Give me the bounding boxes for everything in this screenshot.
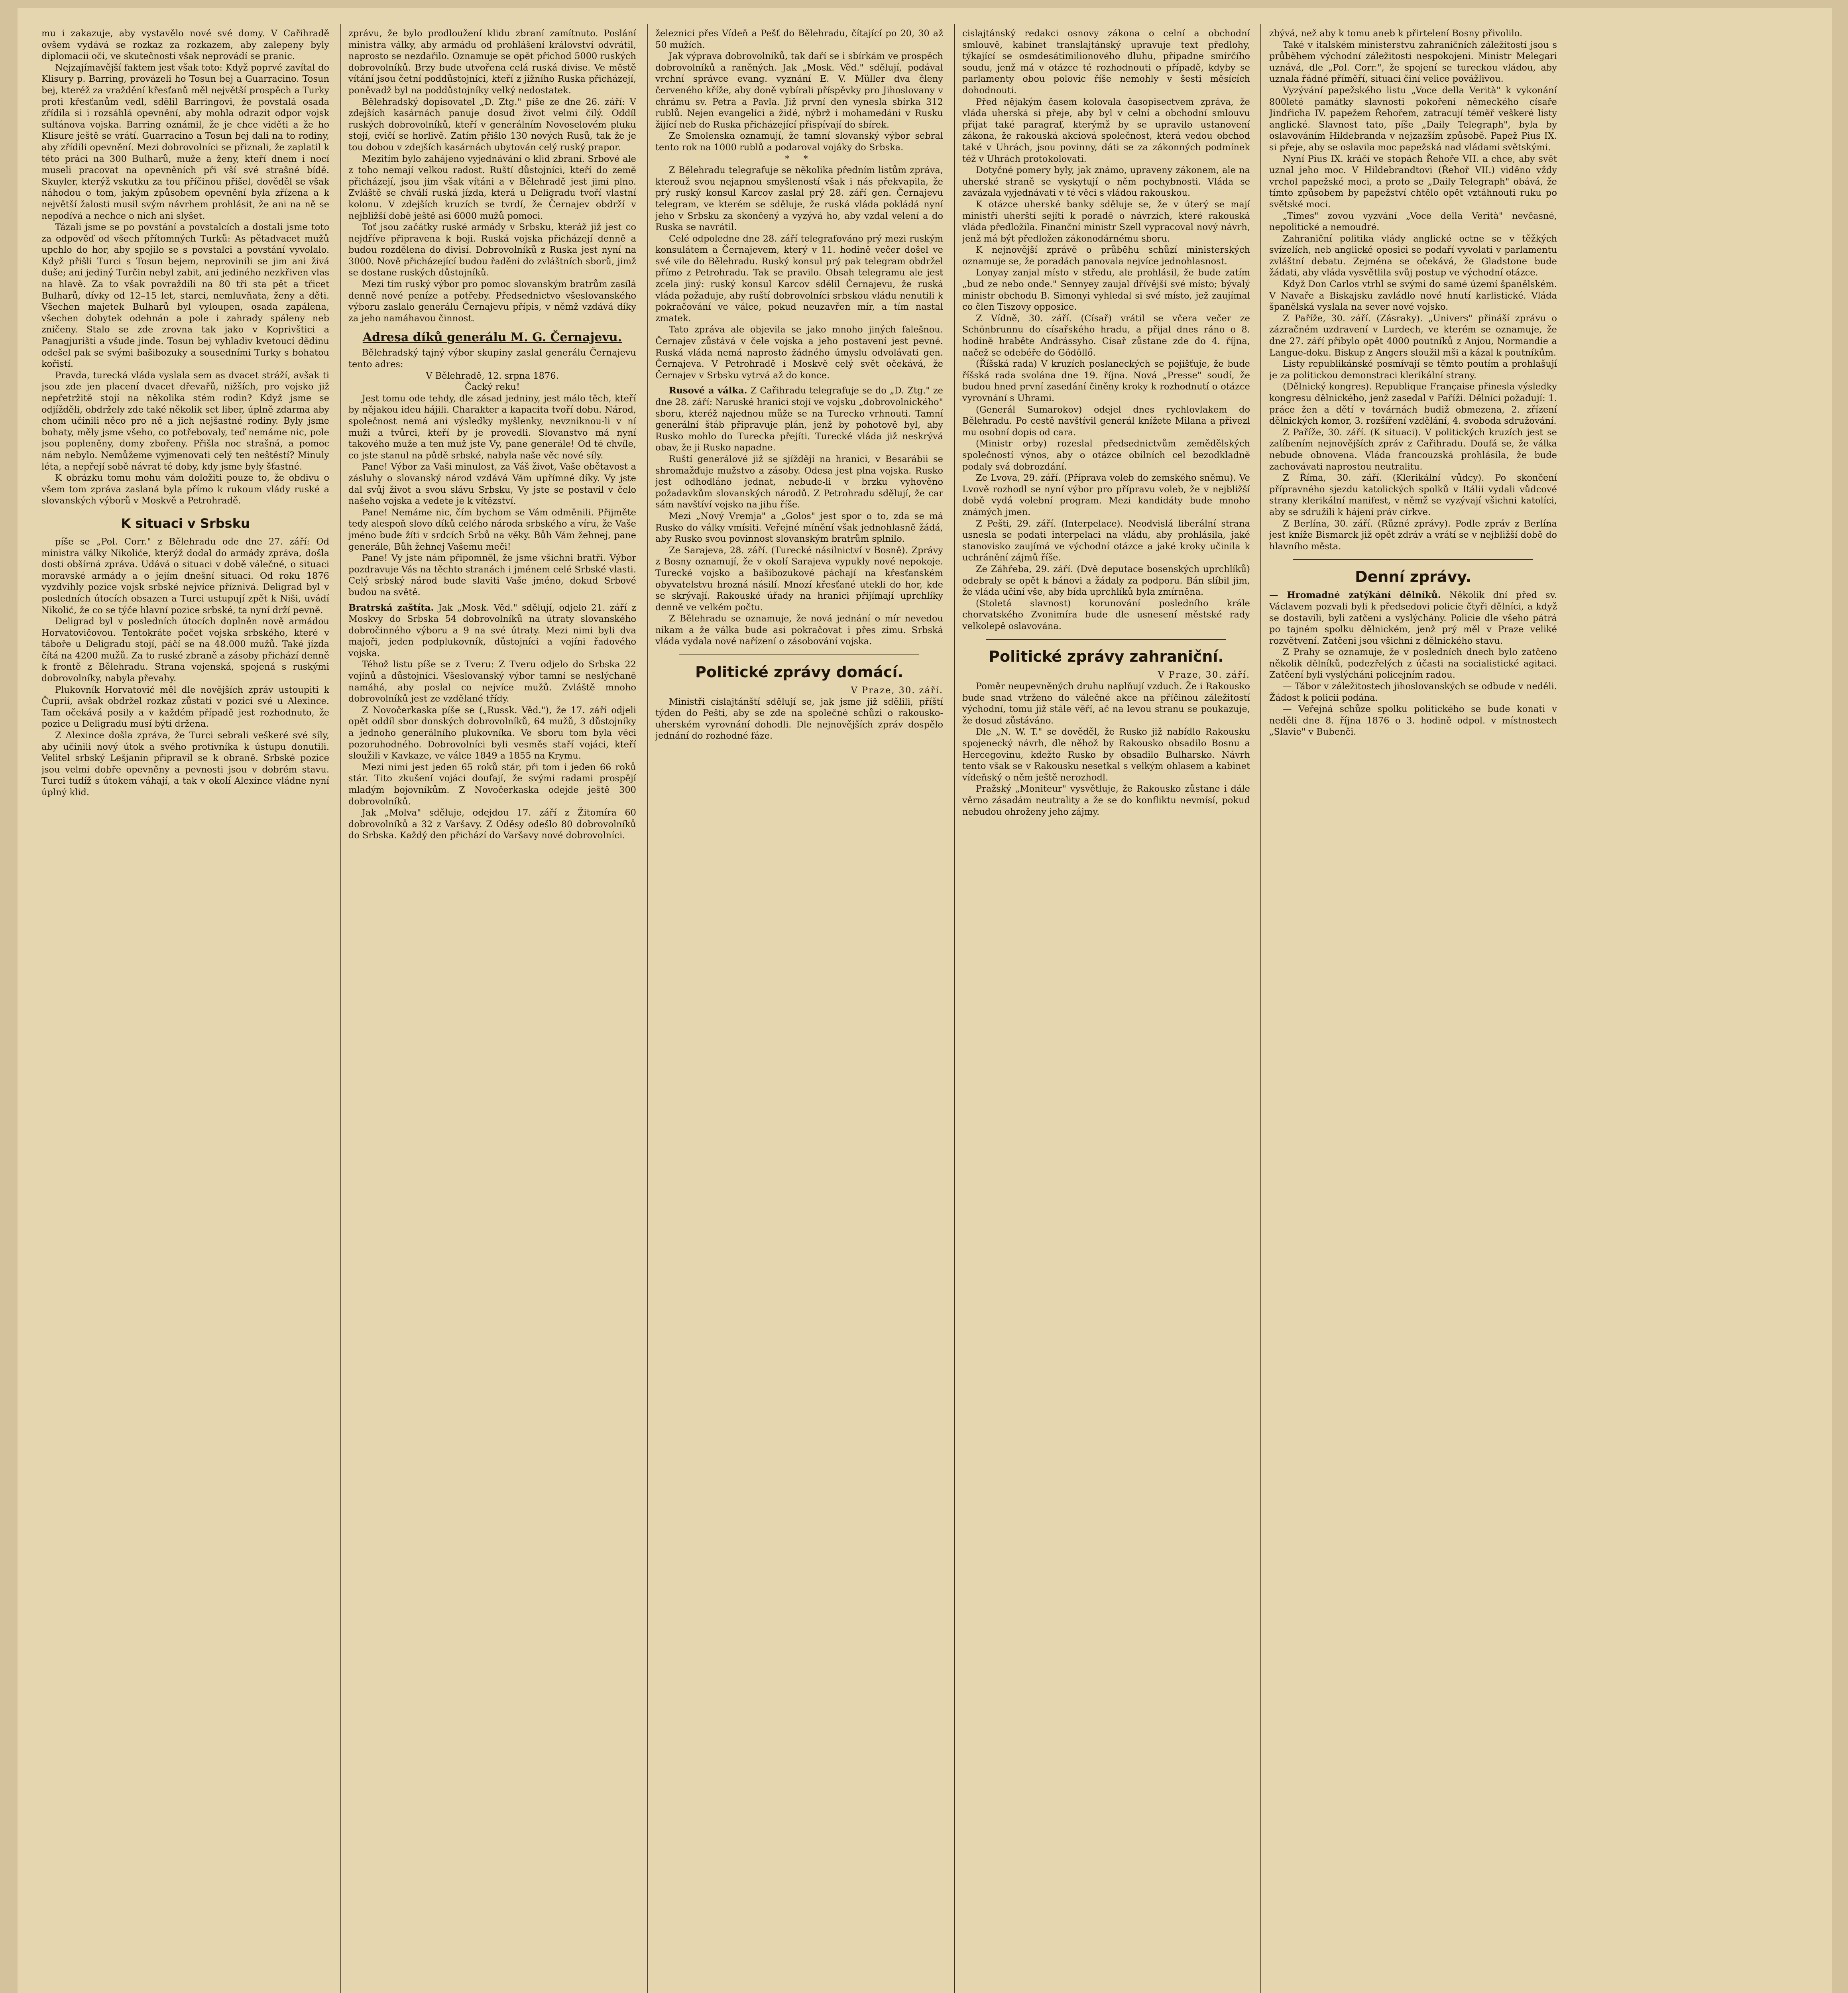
paragraph: Celé odpoledne dne 28. září telegrafováno prý mezi ruským konsulátem a Černajevem, který v 11. hodině večer došel ve své vile do Bělehradu. Ruský konsul prý pak telegram obdržel přímo z Petrohradu. Tak se pravilo. Obsah telegramu ale jest zcela jiný: ruský konsul Karcov sdělil Černajevu, že ruská vláda požaduje, aby ruští dobrovolníci srbskou vládu nenutili k pokračování ve válce, pokud neuzavřen mír, a tím nastal zmatek. bbox=[655, 233, 943, 324]
paragraph-text: Z Cařihradu telegrafuje se do „D. Ztg." ze dne 28. září: Naruské hranici stojí ve vojsku „dobrovolnického" sboru, kteréž najednou může se na Turecko vrhnouti. Tamní generální štáb připravuje plán, jenž by pohotově byl, aby Rusko mohlo do Turecka přejíti. Turecké vláda již neskrývá obav, že ji Rusko napadne. bbox=[655, 385, 943, 453]
paragraph: (Říšská rada) V kruzích poslaneckých se pojišťuje, že bude říšská rada svolána dne 19. října. Nová „Presse" soudí, že budou hned první zasedání činěny kroky k rozhodnutí o otázce vyrovnání s Uhrami. bbox=[962, 359, 1250, 403]
paragraph: Plukovník Horvatović měl dle novějších zpráv ustoupiti k Čuprii, avšak obdržel rozkaz zůstati v pozici své u Alexince. Tam očekává posily a v každém případě jest rozhodnuto, že pozice u Deligradu musí býti držena. bbox=[41, 684, 329, 729]
column-rule bbox=[647, 24, 648, 1993]
paragraph: Před nějakým časem kolovala časopisectvem zpráva, že vláda uherská si přeje, aby byl v celní a obchodní smlouvu přijat také paragraf, kterýmž by se upravilo ustanovení zákona, že rakouská akciová společnost, která vedou obchod také v Uhrách, jsou povinny, dáti se za zákonných podmínek též v Uhrách protokolovati. bbox=[962, 96, 1250, 164]
dateline: V Praze, 30. září. bbox=[851, 685, 943, 696]
paragraph: Nyní Pius IX. kráčí ve stopách Řehoře VII. a chce, aby svět uznal jeho moc. V Hildebrandtovi (Řehoř VII.) viděno vždy vrchol papežské moci, a proto se „Daily Telegraph" obává, že tímto způsobem by papežství chtělo opět vztáhnouti ruku po světské moci. bbox=[1269, 153, 1557, 210]
paragraph bbox=[655, 385, 943, 454]
section-heading-text: Adresa díků generálu M. G. Černajevu. bbox=[362, 330, 622, 345]
paragraph: Jak „Molva" sděluje, odejdou 17. září z Žitomíra 60 dobrovolníků a 32 z Varšavy. Z Oděsy odešlo 80 dobrovolníků do Srbska. Každý den přichází do Varšavy nové dobrovolníci. bbox=[348, 808, 636, 841]
paragraph: (Ministr orby) rozeslal předsednictvům zemědělských společností výnos, aby o otázce obilních cel bezodkladně podaly svá dobrozdání. bbox=[962, 438, 1250, 472]
paragraph: Jest tomu ode tehdy, dle zásad jedniny, jest málo těch, kteří by nějakou ideu hájili. Charakter a kapacita tvoří dobu. Národ, společnost nemá ani výsledky myšlenky, nevzniknou-li v ní muži a tvůrci, kteří by je provedli. Slovanstvo má nyní takového muže a ten muž jste Vy, pane generále! Od té chvíle, co jste stanul na půdě srbské, nabyla naše věc nové síly. bbox=[348, 393, 636, 461]
paragraph: Bělehradský dopisovatel „D. Ztg." píše ze dne 26. září: V zdejších kasárnách panuje dosud život velmi čilý. Oddíl ruských dobrovolníků, kteří v generálním Novoselovém pluku stojí, cvičí se horlivě. Zatím přišlo 130 nových Rusů, tak že je tou dobou v zdejších kasárnách ubytován celý ruský prapor. bbox=[348, 96, 636, 153]
paragraph: Tázali jsme se po povstání a povstalcích a dostali jsme toto za odpověď od všech přítomných Turků: As pětadvacet mužů upchlo do hor, aby spojilo se s povstalci a povstání vyvolalo. Když přišli Turci s Tosun bejem, neprovinili se jim ani živá duše; ani jediný Turčin nebyl zabit, ani jediného nezkřiven vlas na hlavě. Za to však povraždili na 80 tři sta pět a třicet Bulharů, dívky od 12–15 let, starci, nemluvňata, ženy a děti. Všechen majetek Bulharů byl vyloupen, osada zapálena, všechen dobytek odehnán a pole i zahrady spáleny neb zničeny. Stalo se zde zrovna tak jako v Koprivštici a Panagjurišti a všude jinde. Tosun bej vyhladiv kvetoucí dědinu odešel pak se svými bašibozuky a sousedními Turky s bohatou kořistí. bbox=[41, 222, 329, 370]
paragraph: — Tábor v záležitostech jihoslovanských se odbude v neděli. Žádost k policii podána. bbox=[1269, 681, 1557, 703]
paragraph: Toť jsou začátky ruské armády v Srbsku, kteráž již jest co nejdříve připravena k boji. Ruská vojska přicházejí denně a budou rozdělena do divisí. Dobrovolníků z Ruska jest nyní na 3000. Nově přicházející budou řaděni do zvláštních sborů, jimž se dostane ruských důstojníků. bbox=[348, 222, 636, 278]
paragraph: Z Berlína, 30. září. (Různé zprávy). Podle zpráv z Berlína jest kníže Bismarck již opět zdráv a vrátí se v nejbližší době do hlavního města. bbox=[1269, 518, 1557, 552]
paragraph: Také v italském ministerstvu zahraničních záležitostí jsou s průběhem východní záležitosti nespokojeni. Ministr Melegari uznává, dle „Pol. Corr.", že spojení se tureckou vládou, aby uznala řádné příměří, situaci činí velice povážlivou. bbox=[1269, 39, 1557, 85]
section-divider: * * bbox=[785, 153, 814, 164]
paragraph: (Generál Sumarokov) odejel dnes rychlovlakem do Bělehradu. Po cestě navštívil generál knížete Milana a přivezl mu osobní dopis od cara. bbox=[962, 404, 1250, 438]
paragraph: Z Bělehradu telegrafuje se několika předním listům zpráva, kterouž svou nejapnou smyšleností však i nás překvapila, že prý ruský konsul Karcov zaslal prý 28. září gen. Černajevu telegram, ve kterém se sděluje, že ruská vláda pokládá nyní jeho v Srbsku za skončený a vyzývá ho, aby vzdal velení a do Ruska se navrátil. bbox=[655, 165, 943, 233]
paragraph: Jak výprava dobrovolníků, tak daří se i sbírkám ve prospěch dobrovolníků a raněných. Jak „Mosk. Věd." sdělují, podával vrchní správce evang. vyznání E. V. Müller dva členy červeného kříže, aby doně vybírali příspěvky pro Jihoslovany v chrámu sv. Petra a Pavla. Již první den vynesla sbírka 312 rublů. Nejen evangelíci a židé, nýbrž i mohamedáni v Rusku žijící neb do Ruska přicházející přispívají do sbírek. bbox=[655, 51, 943, 130]
paragraph: Mezi tím ruský výbor pro pomoc slovanským bratrům zasílá denně nové peníze a potřeby. Předsednictvo všeslovanského výboru zaslalo generálu Černajevu přípis, v němž vzdává díky za jeho namáhavou činnost. bbox=[348, 279, 636, 324]
paragraph: K otázce uherské banky sděluje se, že v úterý se mají ministři uherští sejíti k poradě o návrzích, které rakouská vláda předložila. Finanční ministr Szell vypracoval nový návrh, jenž má být předložen zákonodárnému sboru. bbox=[962, 199, 1250, 244]
section-heading-daily: Denní zprávy. bbox=[1355, 568, 1471, 586]
paragraph: Z Paříže, 30. září. (Zásraky). „Univers" přináší zprávu o zázračném uzdravení v Lurdech, ve kterém se oznamuje, že dne 27. září přibylo opět 4000 poutníků z Anjou, Normandie a Langue-doku. Biskup z Angers sloužil mši a kázal k poutníkům. bbox=[1269, 313, 1557, 358]
column-5 bbox=[1269, 28, 1811, 1993]
paragraph: cislajtánský redakci osnovy zákona o celní a obchodní smlouvě, kabinet translajtánský upravuje text předlohy, týkající se osmdesátimilionového dluhu, připadne smírčího soudu, jenž má v otázce té rozhodnouti o případě, kdyby se parlamenty obou polovic říše nemohly v šesti měsících dohodnouti. bbox=[962, 28, 1250, 96]
paragraph: železnici přes Vídeň a Pešť do Bělehradu, čítající po 20, 30 až 50 mužích. bbox=[655, 28, 943, 50]
paragraph: Dle „N. W. T." se dověděl, že Rusko již nabídlo Rakousku spojenecký návrh, dle něhož by Rakousko obsadilo Bosnu a Hercegovinu, kdežto Rusko by obsadilo Bulharsko. Návrh tento však se v Rakousku nesetkal s velkým ohlasem a kabinet vídeňský o něm ještě nerozhodl. bbox=[962, 727, 1250, 783]
paragraph: Vyzývání papežského listu „Voce della Verità" k vykonání 800leté památky slavnosti pokoření německého císaře Jindřicha IV. papežem Řehořem, zatracují téměř veškeré listy anglické. Slavnost tato, píše „Daily Telegraph", byla by oslavováním Hildebranda v nejzazším způsobě. Papež Pius IX. si přeje, aby se oslavila moc papežská nad vládami světskými. bbox=[1269, 85, 1557, 153]
column-4 bbox=[962, 28, 1250, 1993]
newspaper-page bbox=[18, 8, 1832, 1993]
section-lead: Bratrská zaštíta. bbox=[348, 602, 434, 613]
section-heading-domestic: Politické zprávy domácí. bbox=[695, 663, 903, 681]
column-1 bbox=[41, 28, 329, 1993]
section-lead: — Hromadné zatýkání dělníků. bbox=[1269, 590, 1441, 601]
paragraph: Z Novočerkaska píše se („Russk. Věd."), že 17. září odjeli opět oddíl sbor donských dobrovolníků, 64 mužů, 3 důstojníky a jednoho generálního plukovníka. Ve sboru tom byla věci pozoruhodného. Dobrovolníci byli vesměs staří vojáci, kteří sloužili v Kavkaze, ve válce 1849 a 1855 na Krymu. bbox=[348, 705, 636, 761]
paragraph: Pravda, turecká vláda vyslala sem as dvacet stráží, avšak ti jsou zde jen placení dvacet dřevařů, nižších, pro vojsko již nepřetržitě stojí na několika stém rodin? Když jsme se odjížděli, obdržely zde také několik set liber, úplně zdarma aby chom učinili něco pro ně a jich nejšastné rodiny. Byly jsme bohaty, měly jsme všeho, co potřebovaly, teď nemáme nic, pole jsou popleněny, domy zbořeny. Přišla noc strašná, a pomoc nám nebylo. Nemůžeme vyjmenovati celý ten neštěstí? Minuly léta, a nepřejí sobě návrat té doby, kdy jsme byly šťastné. bbox=[41, 370, 329, 472]
paragraph: Ze Lvova, 29. září. (Příprava voleb do zemského sněmu). Ve Lvově rozhodl se nyní výbor pro přípravu voleb, že v nejbližší době vydá volební program. Mezi kandidáty bude mnoho známých jmen. bbox=[962, 473, 1250, 517]
paragraph: Pane! Nemáme nic, čím bychom se Vám odměnili. Přijměte tedy alespoň slovo díků celého národa srbského a víru, že Vaše jméno bude žíti v srdcích Srbů na věky. Bůh Vám žehnej, pane generále, Bůh žehnej Vašemu meči! bbox=[348, 507, 636, 552]
paragraph: Bělehradský tajný výbor skupiny zaslal generálu Černajevu tento adres: bbox=[348, 348, 636, 370]
paragraph: Tato zpráva ale objevila se jako mnoho jiných falešnou. Černajev zůstává v čele vojska a jeho postavení jest pevné. Ruská vláda nemá naprosto žádného úmyslu odvolávati gen. Černajeva. V Petrohradě i Moskvě celý svět očekává, že Černajev v Srbsku vytrvá až do konce. bbox=[655, 324, 943, 381]
paragraph: Zahraniční politika vlády anglické octne se v těžkých svízelích, neb anglické oposici se podaří vyvolati v parlamentu zvláštní debatu. Zejména se očekává, že Gladstone bude žádati, aby vláda vysvětlila svůj postup ve východní otázce. bbox=[1269, 233, 1557, 278]
column-2 bbox=[348, 28, 636, 1993]
paragraph: Téhož listu píše se z Tveru: Z Tveru odjelo do Srbska 22 vojínů a důstojníci. Všeslovanský výbor tamní se neslýchaně namáhá, aby poslal co nejvíce mužů. Zvláště mnoho dobrovolníků jest ze vzdělané třídy. bbox=[348, 659, 636, 704]
paragraph: Z Pešti, 29. září. (Interpelace). Neodvislá liberální strana usnesla se podati interpelaci na vládu, aby prohlásila, jaké stanovisko zaujímá ve východní otázce a jaké kroky učinila k uchránění zájmů říše. bbox=[962, 518, 1250, 563]
paragraph bbox=[1269, 590, 1557, 647]
paragraph: zbývá, než aby k tomu aneb k přirtelení Bosny přivolilo. bbox=[1269, 28, 1523, 39]
paragraph: — Veřejná schůze spolku politického se bude konati v neděli dne 8. října 1876 o 3. hodině odpol. v místnostech „Slavie" v Bubenči. bbox=[1269, 704, 1557, 737]
paragraph-text: Několik dní před sv. Václavem pozvali byli k předsedovi policie čtyři dělníci, a když se dostavili, byli zatčeni a vyslýchány. Policie dle všeho pátrá po tajném spolku dělnickém, jenž prý měl v Praze veliké rozvětvení. Zatčeni jsou všichni z dělnického stavu. bbox=[1269, 590, 1557, 646]
paragraph: Mezitím bylo zahájeno vyjednávání o klid zbraní. Srbové ale z toho nemají velkou radost. Ruští důstojníci, kteří do země přicházejí, jsou jim však vítáni a v Bělehradě jest jimi plno. Zvláště se chválí ruská jízda, která u Deligradu tvoří vlastní kolonu. V zdejších kruzích se tvrdí, že Černajev obdrží v nejbližší době ještě asi 6000 mužů pomoci. bbox=[348, 153, 636, 221]
paragraph: K nejnovější zprávě o průběhu schůzí ministerských oznamuje se, že poradách panovala nejvíce jednohlasnost. bbox=[962, 245, 1250, 267]
paragraph: Lonyay zanjal místo v středu, ale prohlásil, že bude zatím „bud ze nebo onde." Sennyey zaujal dřívější své místo; bývalý ministr obchodu B. Simonyi vyhledal si své místo, jež zaujímal co člen Tiszovy opposice. bbox=[962, 267, 1250, 313]
paragraph: Ze Smolenska oznamují, že tamní slovanský výbor sebral tento rok na 1000 rublů a podaroval vojáky do Srbska. bbox=[655, 131, 943, 153]
paragraph: Z Říma, 30. září. (Klerikální vůdcy). Po skončení přípravného sjezdu katolických spolků v Itálii vydali vůdcové strany klerikální manifest, v němž se vyzývají všichni katolíci, aby se sdružili k hájení práv církve. bbox=[1269, 473, 1557, 517]
column-rule bbox=[340, 24, 341, 1993]
paragraph: Z Bělehradu se oznamuje, že nová jednání o mír nevedou nikam a že válka bude asi pokračovat i přes zimu. Srbská vláda vydala nové nařízení o zásobování vojska. bbox=[655, 613, 943, 647]
paragraph-text: Jak „Mosk. Věd." sdělují, odjelo 21. září z Moskvy do Srbska 54 dobrovolníků na útraty slovanského dobročinného výboru a 9 na své útraty. Mezi nimi byli dva majoři, jeden podplukovník, důstojníci a vojíni řadového vojska. bbox=[348, 602, 636, 658]
paragraph: Listy republikánské posmívají se těmto poutím a prohlašují je za politickou demonstraci klerikální strany. bbox=[1269, 359, 1557, 381]
paragraph: Z Alexince došla zpráva, že Turci sebrali veškeré své síly, aby učinili nový útok a svého protivníka k ústupu donutili. Velitel srbský Lešjanin připravil se k obraně. Srbské pozice jsou velmi dobře opevněny a pevnosti jsou v dobrém stavu. Turci tudíž s útokem váhají, a tak v okolí Alexince vládne nyní úplný klid. bbox=[41, 730, 329, 798]
paragraph: Ze Sarajeva, 28. září. (Turecké násilnictví v Bosně). Zprávy z Bosny oznamují, že v okolí Sarajeva vypukly nové nepokoje. Turecké vojsko a bašibozukové páchají na křesťanském obyvatelstvu hrozná násilí. Mnozí křesťané utekli do hor, kde se skrývají. Rakouské úřady na hranici přijímají uprchlíky denně ve velkém počtu. bbox=[655, 545, 943, 613]
section-heading-foreign: Politické zprávy zahraniční. bbox=[989, 648, 1224, 666]
section-heading-adresa bbox=[348, 330, 636, 345]
section-lead: Rusové a válka. bbox=[669, 385, 747, 396]
paragraph: Nejzajímavější faktem jest však toto: Když poprvé zavítal do Klisury p. Barring, provázeli ho Tosun bej a Guarracino. Tosun bej, kteréž za vraždění křesťanů měl největší prospěch a Turky proti křesťanům vedl, sdělil Barringovi, že povstalá osada zřídila si i rozsáhlá opevnění, aby mohla odrazit odpor vojsk sultánova vojska. Barring oznámil, že je chce viděti a že ho Klisure ještě se vrátí. Guarracino a Tosun bej dali na to rodiny, aby zřídili opevnění. Mezi dobrovolníci se přiznali, že zaplatil k této práci na 300 Bulharů, muže a ženy, kteří dnem i nocí museli pracovat na opevněních při vší své strašné bídě. Skuyler, kterýž vskutku za tou příčinou přišel, dověděl se však náhodou o tom, jakým způsobem opevnění byla zřízena a k největší žalosti musil svým návrhem prohlásit, že ani na ně se nepodívá a nechce o nich ani slyšet. bbox=[41, 62, 329, 221]
dateline: V Praze, 30. září. bbox=[1158, 670, 1250, 680]
paragraph: Poměr neupevněných druhu naplňují vzduch. Že i Rakousko bude snad vtrženo do válečné akce na příčinou záležitostí východní, tomu již stále věří, ač na levou stranu se poukazuje, že dosud zůstáváno. bbox=[962, 681, 1250, 726]
divider bbox=[986, 639, 1226, 640]
paragraph: Deligrad byl v posledních útocích doplněn nově armádou Horvatovičovou. Tentokráte počet vojska srbského, které v táboře u Deligradu stojí, páčí se na 48.000 mužů. Také jízda čítá na 4200 mužů. Za to ruské zbraně a zásoby přichází denně k frontě z Bělehradu. Strana vojenská, spojená s ruskými dobrovolníky, nabyla převahy. bbox=[41, 616, 329, 684]
dateline: V Bělehradě, 12. srpna 1876. bbox=[426, 370, 559, 381]
paragraph: Když Don Carlos vtrhl se svými do samé území španělském. V Navaře a Biskajsku zavládlo nové hnutí karlistické. Vláda španělská vyslala na sever nové vojsko. bbox=[1269, 279, 1557, 313]
paragraph: „Times" zovou vyzvání „Voce della Verità" nevčasné, nepolitické a nemoudré. bbox=[1269, 210, 1557, 233]
paragraph: zprávu, že bylo prodloužení klidu zbraní zamítnuto. Poslání ministra války, aby armádu od prohlášení království odvrátil, naprosto se nezdařilo. Oznamuje se opět příchod 5000 ruských dobrovolníků. Brzy bude utvořena celá ruská divise. Ve městě vítání jsou četní poddůstojníci, kteří z jižního Ruska přicházejí, poněvadž byl na poddůstojníky velký nedostatek. bbox=[348, 28, 636, 96]
paragraph: Z Prahy se oznamuje, že v posledních dnech bylo zatčeno několik dělníků, podezřelých z účasti na socialistické agitaci. Zatčení byli vyslýcháni policejním radou. bbox=[1269, 647, 1557, 680]
column-3 bbox=[655, 28, 943, 1993]
paragraph: Pane! Výbor za Vaši minulost, za Váš život, Vaše obětavost a zásluhy o slovanský národ vzdává Vám upřímné díky. Vy jste dal svůj život a svou slávu Srbsku, Vy jste se postavil v čelo našeho vojska a vedete je k vítězství. bbox=[348, 462, 636, 507]
column-rule bbox=[954, 24, 955, 1993]
salutation: Čacký reku! bbox=[465, 382, 520, 393]
paragraph: Mezi nimi jest jeden 65 roků stár, při tom i jeden 66 roků stár. Tito zkušení vojáci doufají, že svými radami prospějí mladým bojovníkům. Z Novočerkaska odejde ještě 300 dobrovolníků. bbox=[348, 762, 636, 807]
paragraph: píše se „Pol. Corr." z Bělehradu ode dne 27. září: Od ministra války Nikoliće, kterýž dodal do armády zpráva, došla dosti obšírná zpráva. Udává o situaci v době válečné, o situaci moravské armády a o jejím dnešní situaci. Od roku 1876 vyzdvihly pozice vojsk srbské nejvíce příznivá. Deligrad byl v posledních útocích obsazen a Turci ustupují zpět k Niši, uvádí Nikolić, že co se týče hlavní pozice srbské, ta nyní drží pevně. bbox=[41, 536, 329, 615]
paragraph: K obrázku tomu mohu vám doložiti pouze to, že obdivu o všem tom zpráva zaslaná byla přímo k rukoum vlády ruské a slovanských výborů v Moskvě a Petrohradě. bbox=[41, 473, 329, 506]
paragraph: Z Vídně, 30. září. (Císař) vrátil se včera večer ze Schönbrunnu do císařského hradu, a přijal dnes ráno o 8. hodině hraběte Andrássyho. Císař zůstane zde do 4. října, načež se odebéře do Gödöllő. bbox=[962, 313, 1250, 358]
paragraph: Pražský „Moniteur" vysvětluje, že Rakousko zůstane i dále věrno zásadám neutrality a že se do konfliktu nevmísí, pokud nebudou ohroženy jeho zájmy. bbox=[962, 784, 1250, 817]
paragraph: Ministři cislajtánští sdělují se, jak jsme již sdělili, příští týden do Pešti, aby se zde na společné schůzi o rakousko-uherském vyrovnání dohodli. Dle nejnovějších zpráv dospělo jednání do rozhodné fáze. bbox=[655, 696, 943, 741]
column-5-inner bbox=[1269, 28, 1557, 1993]
paragraph bbox=[348, 602, 636, 659]
paragraph: Pane! Vy jste nám připomněl, že jsme všichni bratři. Výbor pozdravuje Vás na těchto stranách i jménem celé Srbské vlasti. Celý srbský národ bude slaviti Vaše jméno, dokud Srbové budou na světě. bbox=[348, 553, 636, 598]
section-heading-serbia: K situaci v Srbsku bbox=[121, 515, 250, 531]
paragraph: (Dělnický kongres). Republique Française přinesla výsledky kongresu dělnického, jenž zasedal v Paříži. Dělníci požadují: 1. práce žen a dětí v továrnách budiž obmezena, 2. zřízení dělnických komor, 3. rozšíření vzdělání, 4. svoboda sdružování. bbox=[1269, 381, 1557, 427]
paragraph: Ruští generálové již se sjíždějí na hranici, v Besarábii se shromažďuje mužstvo a zásoby. Odesa jest plna vojska. Rusko jest odhodláno jednat, nebude-li v brzku vyhověno požadavkům slovanských národů. Z Petrohradu sdělují, že car sám navštíví vojsko na jihu říše. bbox=[655, 454, 943, 510]
paragraph: (Stoletá slavnost) korunování posledního krále chorvatského Zvonimíra bude dle usnesení městské rady velkolepě oslavována. bbox=[962, 598, 1250, 631]
divider bbox=[1293, 559, 1533, 560]
paragraph: Mezi „Nový Vremja" a „Golos" jest spor o to, zda se má Rusko do války vmísiti. Veřejné mínění však jednohlasně žádá, aby Rusko svou povinnost slovanským bratrům splnilo. bbox=[655, 511, 943, 544]
paragraph: Ze Záhřeba, 29. září. (Dvě deputace bosenských uprchlíků) odebraly se opět k bánovi a žádaly za podporu. Bán slíbil jim, že vláda učiní vše, aby bída uprchlíků byla zmírněna. bbox=[962, 564, 1250, 598]
paragraph: Z Paříže, 30. září. (K situaci). V politických kruzích jest se zalíbením nejnovějších zpráv z Cařihradu. Doufá se, že válka nebude obnovena. Vláda francouzská prohlásila, že bude zachovávati naprostou neutralitu. bbox=[1269, 427, 1557, 472]
paragraph: Dotyčné pomery byly, jak známo, upraveny zákonem, ale na uherské straně se vyskytují o něm pochybnosti. Vláda se zavázala vyjednávati v té věci s vládou rakouskou. bbox=[962, 165, 1250, 199]
column-rule bbox=[1260, 24, 1261, 1993]
paragraph: mu i zakazuje, aby vystavělo nové své domy. V Cařihradě ovšem vydává se rozkaz za rozkazem, aby zalepeny byly diplomacii oči, ve skutečnosti však neprovádí se pranic. bbox=[41, 28, 329, 62]
